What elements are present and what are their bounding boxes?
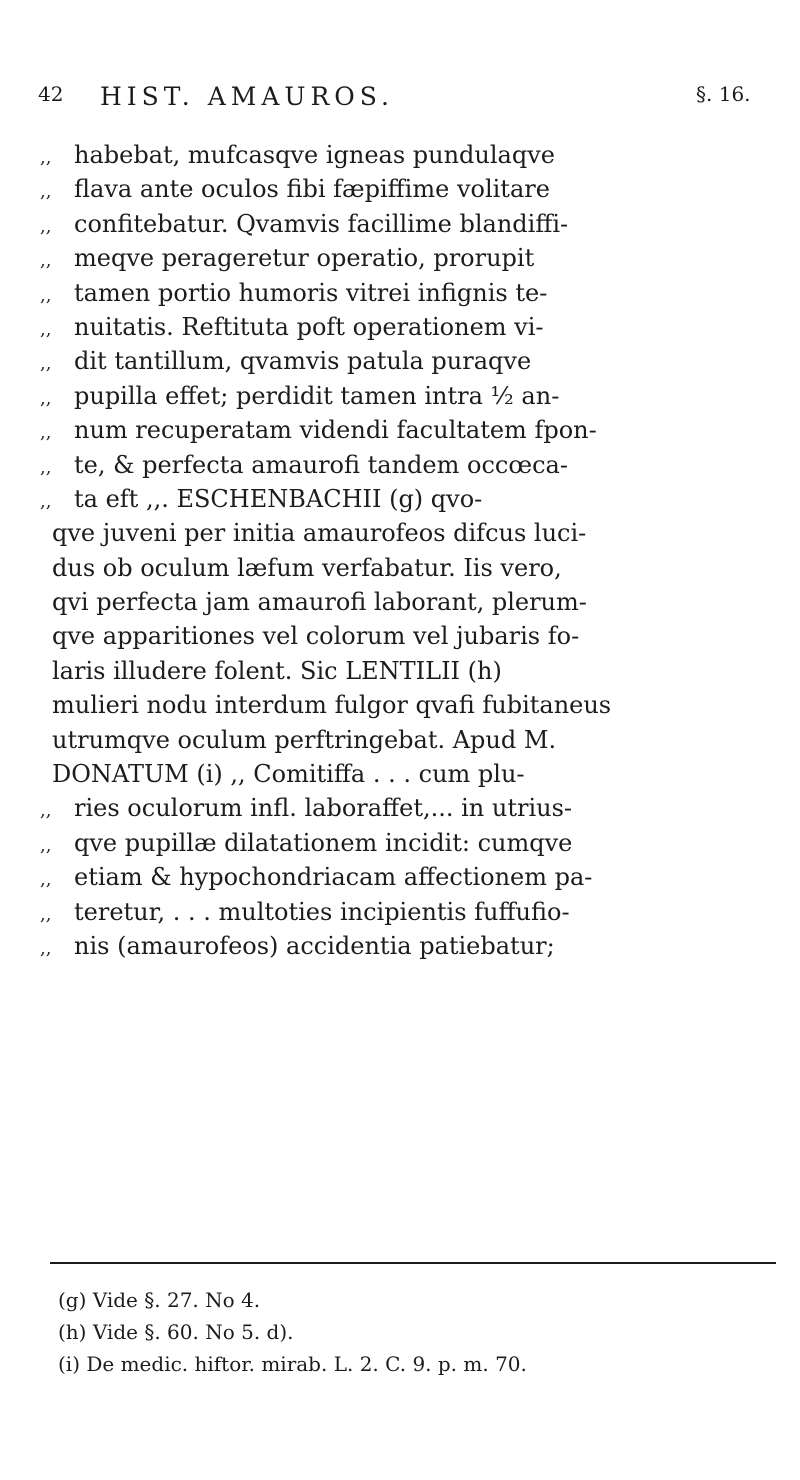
line-text: teretur, . . . multoties incipientis fuffufio- <box>74 897 570 926</box>
text-line <box>40 482 760 516</box>
text-line <box>40 310 760 344</box>
quote-mark: ,, <box>40 353 52 375</box>
line-text: dus ob oculum læfum verfabatur. Iis vero, <box>52 553 562 582</box>
line-text: DONATUM (i) ,, Comitiffa . . . cum plu- <box>52 760 525 789</box>
text-line <box>40 448 760 482</box>
footnote-g: (g) Vide §. 27. No 4. <box>58 1288 261 1312</box>
text-line <box>40 413 760 447</box>
line-text: habebat, mufcasqve igneas pundulaqve <box>74 141 555 169</box>
quote-mark: ,, <box>40 869 52 891</box>
running-title: HIST. AMAUROS. <box>100 82 394 111</box>
quote-mark: ,, <box>40 422 52 444</box>
quote-mark: ,, <box>40 800 52 822</box>
line-text: mulieri nodu interdum fulgor qvafi fubitaneus <box>52 691 612 720</box>
text-line <box>40 688 760 722</box>
text-line <box>40 138 760 172</box>
quote-mark: ,, <box>40 456 52 478</box>
line-text: qve juveni per initia amaurofeos difcus luci- <box>52 519 587 548</box>
quote-mark: ,, <box>40 284 52 306</box>
text-line <box>40 654 760 688</box>
line-text: nis (amaurofeos) accidentia patiebatur; <box>74 931 555 960</box>
footnotes <box>58 1284 758 1380</box>
quote-mark: ,, <box>40 147 52 168</box>
line-text: laris illudere folent. Sic LENTILII (h) <box>52 656 502 685</box>
footnote-i: (i) De medic. hiftor. mirab. L. 2. C. 9. p. m. 70. <box>58 1352 527 1376</box>
quote-mark: ,, <box>40 903 52 925</box>
line-text: ries oculorum infl. laboraffet,... in utrius- <box>74 794 572 823</box>
line-text: utrumqve oculum perftringebat. Apud M. <box>52 725 557 754</box>
text-line <box>40 895 760 929</box>
page-number: 42 <box>38 82 64 106</box>
line-text: dit tantillum, qvamvis patula puraqve <box>74 347 532 376</box>
line-text: qvi perfecta jam amaurofi laborant, plerum- <box>52 588 587 617</box>
line-text: etiam & hypochondriacam affectionem pa- <box>74 863 593 892</box>
footnote-divider <box>50 1262 776 1264</box>
line-text: flava ante oculos fibi fæpiffime volitare <box>74 175 550 204</box>
line-text: te, & perfecta amaurofi tandem occœca- <box>74 450 568 479</box>
quote-mark: ,, <box>40 181 52 203</box>
text-line <box>40 757 760 791</box>
quote-mark: ,, <box>40 834 52 856</box>
line-text: tamen portio humoris vitrei infignis te- <box>74 278 548 307</box>
text-line <box>40 516 760 550</box>
text-line <box>40 172 760 206</box>
text-line <box>40 344 760 378</box>
text-line <box>40 826 760 860</box>
quote-mark: ,, <box>40 937 52 959</box>
quote-mark: ,, <box>40 250 52 272</box>
body-text <box>40 138 760 963</box>
text-line <box>40 379 760 413</box>
text-line <box>40 551 760 585</box>
line-text: qve pupillæ dilatationem incidit: cumqve <box>74 828 573 857</box>
line-text: ta eft ,,. ESCHENBACHII (g) qvo- <box>74 484 483 513</box>
line-text: pupilla effet; perdidit tamen intra ½ an- <box>74 381 560 410</box>
text-line <box>40 619 760 653</box>
quote-mark: ,, <box>40 215 52 237</box>
page-header <box>38 82 778 122</box>
line-text: meqve perageretur operatio, prorupit <box>74 244 535 273</box>
text-line <box>40 723 760 757</box>
text-line <box>40 207 760 241</box>
text-line <box>40 860 760 894</box>
line-text: nuitatis. Reftituta poft operationem vi- <box>74 312 544 341</box>
quote-mark: ,, <box>40 490 52 512</box>
text-line <box>40 929 760 963</box>
text-line <box>40 241 760 275</box>
text-line <box>40 276 760 310</box>
quote-mark: ,, <box>40 387 52 409</box>
line-text: qve apparitiones vel colorum vel jubaris fo- <box>52 622 580 651</box>
quote-mark: ,, <box>40 318 52 340</box>
text-line <box>40 791 760 825</box>
text-line <box>40 585 760 619</box>
line-text: confitebatur. Qvamvis facillime blandiffi- <box>74 209 569 238</box>
footnote-h: (h) Vide §. 60. No 5. d). <box>58 1320 294 1344</box>
section-marker: §. 16. <box>696 82 751 106</box>
line-text: num recuperatam videndi facultatem fpon- <box>74 416 597 445</box>
